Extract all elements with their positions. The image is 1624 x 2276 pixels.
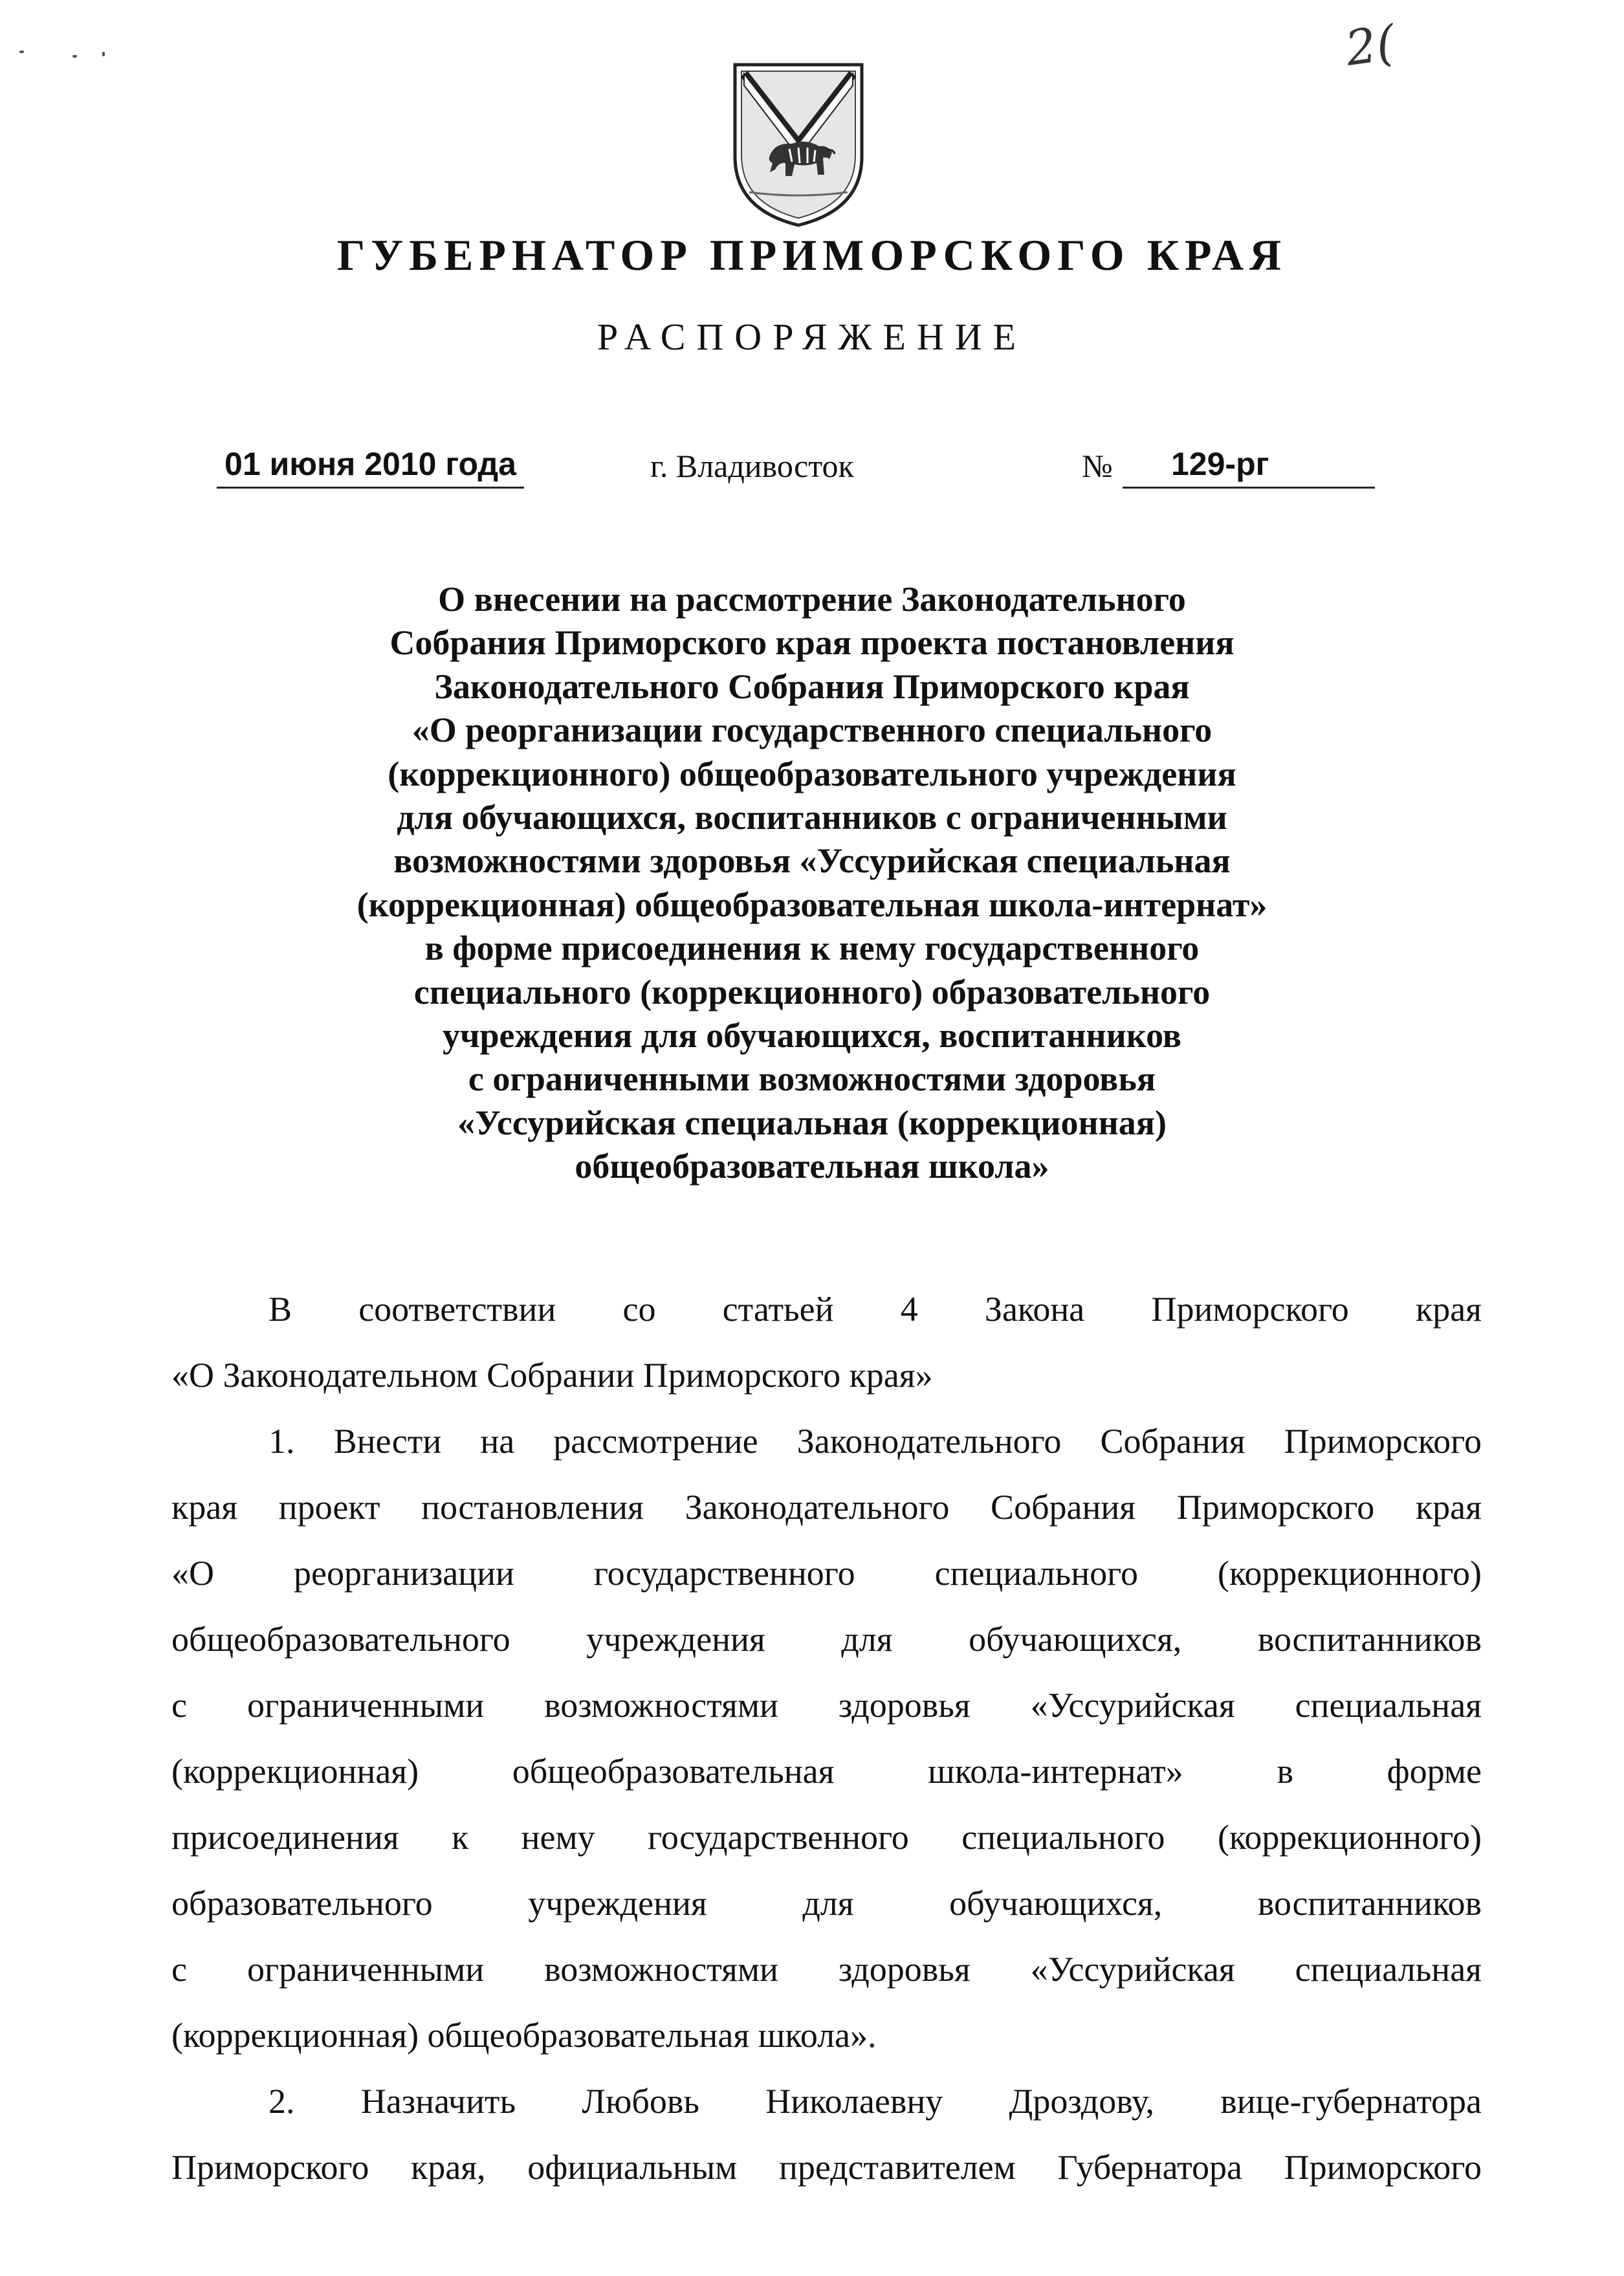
scan-speck bbox=[102, 52, 105, 56]
body-line: с ограниченными возможностями здоровья «Уссурийская специальная bbox=[171, 1686, 1482, 1725]
heading-line: в форме присоединения к нему государственного bbox=[424, 929, 1200, 968]
heading-line: «О реорганизации государственного специального bbox=[411, 711, 1213, 750]
scan-speck bbox=[72, 55, 77, 58]
body-line: с ограниченными возможностями здоровья «Уссурийская специальная bbox=[171, 1950, 1482, 1989]
heading-line: с ограниченными возможностями здоровья bbox=[468, 1059, 1156, 1099]
heading-line: (коррекционного) общеобразовательного учреждения bbox=[388, 754, 1236, 793]
handwritten-page-mark: 2( bbox=[1342, 15, 1399, 77]
document-type: РАСПОРЯЖЕНИЕ bbox=[597, 316, 1027, 358]
document-heading bbox=[194, 578, 1430, 1189]
heading-line: учреждения для обучающихся, воспитанников bbox=[443, 1016, 1181, 1055]
document-date: 01 июня 2010 года bbox=[217, 441, 524, 489]
heading-line: «Уссурийская специальная (коррекционная) bbox=[457, 1103, 1167, 1142]
body-line: 2. Назначить Любовь Николаевну Дроздову, вице-губернатора bbox=[269, 2082, 1482, 2121]
body-line: 1. Внести на рассмотрение Законодательного Собрания Приморского bbox=[269, 1422, 1482, 1461]
document-city: г. Владивосток bbox=[650, 448, 854, 484]
number-sign: № bbox=[1082, 448, 1113, 484]
body-line: присоединения к нему государственного специального (коррекционного) bbox=[171, 1818, 1482, 1857]
body-line: В соответствии со статьей 4 Закона Приморского края bbox=[269, 1290, 1482, 1329]
heading-line: для обучающихся, воспитанников с ограниченными bbox=[397, 798, 1227, 837]
heading-line: Законодательного Собрания Приморского края bbox=[434, 667, 1190, 706]
body-line: края проект постановления Законодательного Собрания Приморского края bbox=[171, 1488, 1482, 1527]
document-body bbox=[171, 1276, 1482, 2200]
coat-of-arms-icon bbox=[730, 60, 867, 229]
body-line: (коррекционная) общеобразовательная школа-интернат» в форме bbox=[171, 1752, 1482, 1791]
body-line: общеобразовательного учреждения для обучающихся, воспитанников bbox=[171, 1620, 1482, 1659]
body-line: «О Законодательном Собрании Приморского края» bbox=[171, 1356, 933, 1395]
body-line: «О реорганизации государственного специального (коррекционного) bbox=[171, 1554, 1482, 1593]
authority-title: ГУБЕРНАТОР ПРИМОРСКОГО КРАЯ bbox=[336, 230, 1288, 280]
heading-line: (коррекционная) общеобразовательная школа-интернат» bbox=[357, 885, 1267, 924]
heading-line: специального (коррекционного) образовательного bbox=[413, 972, 1211, 1011]
heading-line: возможностями здоровья «Уссурийская специальная bbox=[393, 841, 1231, 881]
document-number: 129-рг bbox=[1171, 446, 1269, 482]
heading-line: общеобразовательная школа» bbox=[575, 1147, 1049, 1186]
body-line: Приморского края, официальным представителем Губернатора Приморского bbox=[171, 2148, 1482, 2187]
heading-line: О внесении на рассмотрение Законодательного bbox=[438, 580, 1186, 619]
body-line: (коррекционная) общеобразовательная школа». bbox=[171, 2016, 877, 2055]
scan-speck bbox=[19, 50, 24, 53]
heading-line: Собрания Приморского края проекта постановления bbox=[390, 623, 1234, 663]
body-line: образовательного учреждения для обучающихся, воспитанников bbox=[171, 1884, 1482, 1923]
